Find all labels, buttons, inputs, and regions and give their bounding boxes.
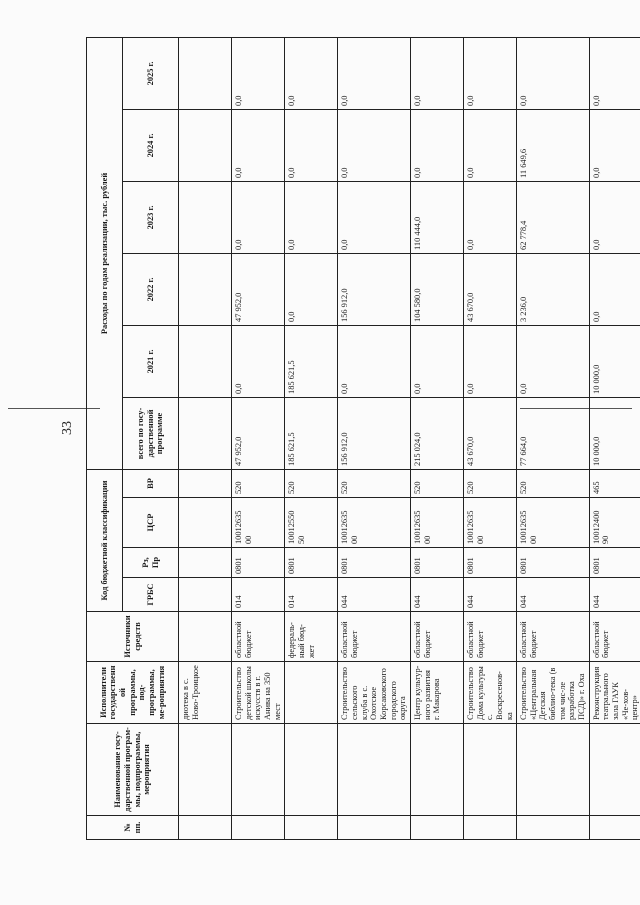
cell-source: областной бюджет: [463, 612, 516, 662]
cell-v2023: [179, 181, 232, 253]
header-year-2023: 2023 г.: [123, 181, 179, 253]
cell-csr: 10012635 00: [463, 498, 516, 548]
cell-vr: 465: [589, 469, 640, 497]
header-year-2021: 2021 г.: [123, 325, 179, 397]
cell-rzpr: 0801: [338, 548, 411, 578]
cell-v2025: 0,0: [517, 37, 590, 109]
cell-rzpr: 0801: [410, 548, 463, 578]
header-grbs: ГРБС: [123, 578, 179, 612]
cell-v2022: 3 236,0: [517, 253, 590, 325]
cell-v2024: 0,0: [232, 109, 285, 181]
cell-source: [179, 612, 232, 662]
cell-v2021: 0,0: [232, 325, 285, 397]
cell-v2021: 10 000,0: [589, 325, 640, 397]
cell-v2023: 0,0: [589, 181, 640, 253]
cell-executor: [285, 662, 338, 724]
cell-v2021: 0,0: [463, 325, 516, 397]
table-row: [338, 37, 411, 839]
cell-num: [232, 816, 285, 840]
table-row: [410, 37, 463, 839]
cell-grbs: 014: [232, 578, 285, 612]
table-row: [517, 37, 590, 839]
cell-grbs: 014: [285, 578, 338, 612]
cell-rzpr: 0801: [517, 548, 590, 578]
cell-v2022: [179, 253, 232, 325]
header-total: всего по госу-дарственной программе: [123, 397, 179, 469]
cell-num: [589, 816, 640, 840]
cell-grbs: [179, 578, 232, 612]
cell-executor: Строительство Дома культуры с. Воскресенов-ка: [463, 662, 516, 724]
cell-v2023: 0,0: [232, 181, 285, 253]
cell-csr: 10012635 00: [410, 498, 463, 548]
cell-total: 156 912,0: [338, 397, 411, 469]
cell-rzpr: 0801: [232, 548, 285, 578]
cell-v2022: 0,0: [589, 253, 640, 325]
header-budget-code: Код бюджетной классификации: [87, 469, 123, 611]
cell-source: федераль-ный бюд-жет: [285, 612, 338, 662]
cell-name: [463, 724, 516, 816]
cell-name: [410, 724, 463, 816]
cell-v2021: [179, 325, 232, 397]
cell-num: [179, 816, 232, 840]
cell-v2024: 0,0: [410, 109, 463, 181]
cell-csr: [179, 498, 232, 548]
cell-num: [410, 816, 463, 840]
cell-v2022: 0,0: [285, 253, 338, 325]
cell-vr: [179, 469, 232, 497]
cell-executor: Реконструкция театрального зала ГАУК «Че-хов-центр»: [589, 662, 640, 724]
cell-v2022: 156 912,0: [338, 253, 411, 325]
cell-v2021: 185 621,5: [285, 325, 338, 397]
table-row: [463, 37, 516, 839]
cell-vr: 520: [463, 469, 516, 497]
cell-csr: 10012635 00: [338, 498, 411, 548]
cell-v2023: 0,0: [338, 181, 411, 253]
cell-executor: Строительство детской школы искусств в г. Анива на 350 мест: [232, 662, 285, 724]
cell-executor: Строительство сельского клуба в с. Охотское Корсаковского городского округа: [338, 662, 411, 724]
cell-csr: 10012635 00: [232, 498, 285, 548]
header-year-2024: 2024 г.: [123, 109, 179, 181]
cell-csr: 10012635 00: [517, 498, 590, 548]
cell-rzpr: 0801: [589, 548, 640, 578]
cell-grbs: 044: [517, 578, 590, 612]
cell-executor: Центр культур-ного развития г. Макарова: [410, 662, 463, 724]
cell-grbs: 044: [463, 578, 516, 612]
cell-source: областной бюджет: [589, 612, 640, 662]
cell-rzpr: 0801: [463, 548, 516, 578]
cell-v2024: 0,0: [589, 109, 640, 181]
cell-v2023: 0,0: [463, 181, 516, 253]
cell-vr: 520: [285, 469, 338, 497]
cell-v2025: 0,0: [463, 37, 516, 109]
header-name: Наименование госу-дарственной програм-мы, подпрограммы, мероприятия: [87, 724, 179, 816]
cell-vr: 520: [232, 469, 285, 497]
cell-vr: 520: [517, 469, 590, 497]
cell-total: 185 621,5: [285, 397, 338, 469]
table-row: [232, 37, 285, 839]
cell-csr: 10012400 90: [589, 498, 640, 548]
cell-vr: 520: [410, 469, 463, 497]
page-number: 33: [60, 421, 75, 435]
table-row: [589, 37, 640, 839]
header-vr: ВР: [123, 469, 179, 497]
header-year-2022: 2022 г.: [123, 253, 179, 325]
cell-v2022: 104 580,0: [410, 253, 463, 325]
cell-source: областной бюджет: [410, 612, 463, 662]
cell-name: [285, 724, 338, 816]
rotated-table-wrapper: [86, 38, 640, 840]
cell-total: 215 024,0: [410, 397, 463, 469]
cell-csr: 10012550 50: [285, 498, 338, 548]
cell-name: [179, 724, 232, 816]
cell-v2025: 0,0: [589, 37, 640, 109]
cell-source: областной бюджет: [232, 612, 285, 662]
cell-v2024: 0,0: [285, 109, 338, 181]
cell-v2021: 0,0: [410, 325, 463, 397]
cell-v2023: 0,0: [285, 181, 338, 253]
cell-total: 43 670,0: [463, 397, 516, 469]
cell-v2025: 0,0: [232, 37, 285, 109]
cell-v2023: 62 778,4: [517, 181, 590, 253]
header-csr: ЦСР: [123, 498, 179, 548]
cell-v2025: 0,0: [338, 37, 411, 109]
cell-num: [517, 816, 590, 840]
cell-v2021: 0,0: [517, 325, 590, 397]
cell-executor: Строительство «Центральная Детская библио-тека (в том чис-ле разработка ПСД)» г. Оха: [517, 662, 590, 724]
cell-total: [179, 397, 232, 469]
cell-v2025: 0,0: [410, 37, 463, 109]
cell-source: областной бюджет: [338, 612, 411, 662]
budget-table: [86, 37, 640, 840]
cell-grbs: 044: [410, 578, 463, 612]
cell-num: [463, 816, 516, 840]
cell-v2022: 47 952,0: [232, 253, 285, 325]
table-row: [285, 37, 338, 839]
header-source: Источники средств: [87, 612, 179, 662]
cell-vr: 520: [338, 469, 411, 497]
cell-name: [517, 724, 590, 816]
cell-rzpr: 0801: [285, 548, 338, 578]
cell-num: [285, 816, 338, 840]
cell-v2024: [179, 109, 232, 181]
cell-v2023: 110 444,0: [410, 181, 463, 253]
cell-v2024: 11 649,6: [517, 109, 590, 181]
cell-grbs: 044: [589, 578, 640, 612]
table-row: [179, 37, 232, 839]
header-num: № пп.: [87, 816, 179, 840]
cell-v2025: [179, 37, 232, 109]
cell-v2025: 0,0: [285, 37, 338, 109]
cell-source: областной бюджет: [517, 612, 590, 662]
header-expenses: Расходы по годам реализации, тыс. рублей: [87, 37, 123, 469]
header-year-2025: 2025 г.: [123, 37, 179, 109]
cell-num: [338, 816, 411, 840]
cell-total: 77 664,0: [517, 397, 590, 469]
cell-name: [338, 724, 411, 816]
cell-total: 47 952,0: [232, 397, 285, 469]
cell-total: 10 000,0: [589, 397, 640, 469]
cell-name: [589, 724, 640, 816]
cell-executor: диотека в с. Ново-Троицкое: [179, 662, 232, 724]
cell-v2021: 0,0: [338, 325, 411, 397]
cell-rzpr: [179, 548, 232, 578]
cell-v2024: 0,0: [338, 109, 411, 181]
header-executor: Исполнители государственной программы, под-программы, ме-роприятия: [87, 662, 179, 724]
header-rzpr: Рз, Пр: [123, 548, 179, 578]
cell-name: [232, 724, 285, 816]
cell-v2024: 0,0: [463, 109, 516, 181]
cell-grbs: 044: [338, 578, 411, 612]
cell-v2022: 43 670,0: [463, 253, 516, 325]
